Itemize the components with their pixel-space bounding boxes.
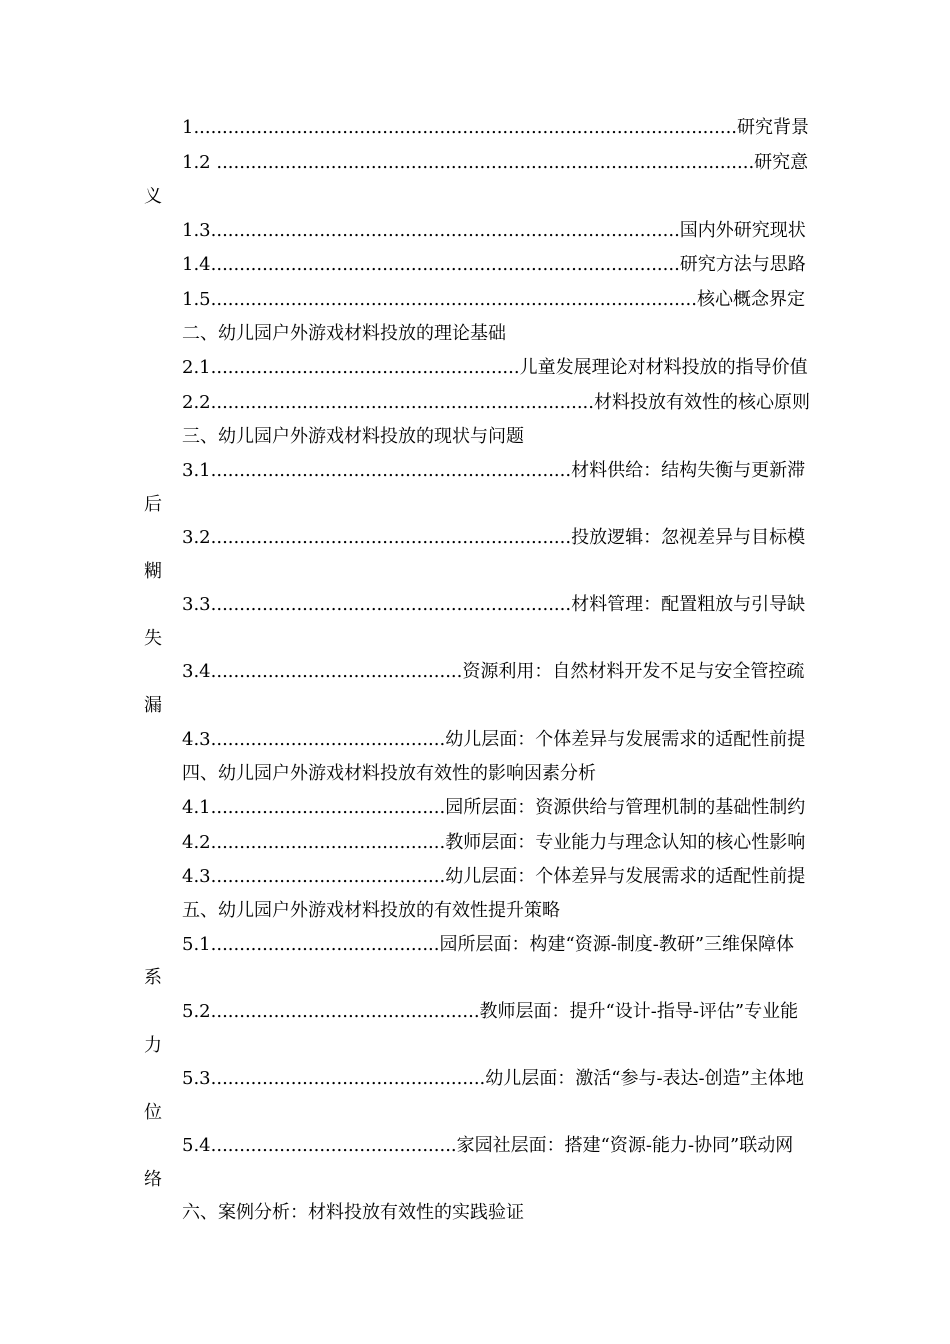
toc-heading-2: 二、幼儿园户外游戏材料投放的理论基础 [182, 323, 506, 344]
toc-entry-1-2: 1.2 ..............................................................................................研究意 [182, 152, 809, 173]
toc-entry-2-1: 2.1......................................................儿童发展理论对材料投放的指导价值 [182, 357, 808, 378]
toc-entry-4-3: 4.3.........................................幼儿层面：个体差异与发展需求的适配性前提 [182, 866, 806, 887]
toc-entry-3-3-wrap: 失 [144, 628, 162, 649]
toc-entry-1-1: 1...............................................................................................研究背景 [182, 117, 810, 138]
toc-entry-3-4: 3.4............................................资源利用：自然材料开发不足与安全管控疏 [182, 661, 805, 682]
toc-entry-3-1: 3.1...............................................................材料供给：结构失衡与更新滞 [182, 460, 806, 481]
toc-heading-5: 五、幼儿园户外游戏材料投放的有效性提升策略 [182, 900, 560, 921]
toc-entry-3-4-wrap: 漏 [144, 695, 162, 716]
toc-entry-3-1-wrap: 后 [144, 494, 162, 515]
toc-heading-6: 六、案例分析：材料投放有效性的实践验证 [182, 1202, 524, 1223]
toc-entry-5-4-wrap: 络 [144, 1169, 162, 1190]
toc-entry-5-1-wrap: 系 [144, 967, 162, 988]
toc-entry-5-3: 5.3................................................幼儿层面：激活“参与-表达-创造”主体地 [182, 1068, 804, 1089]
toc-heading-4: 四、幼儿园户外游戏材料投放有效性的影响因素分析 [182, 763, 596, 784]
toc-entry-3-2-wrap: 糊 [144, 561, 162, 582]
toc-entry-5-2-wrap: 力 [144, 1035, 162, 1056]
toc-entry-5-2: 5.2...............................................教师层面：提升“设计-指导-评估”专业能 [182, 1001, 799, 1022]
toc-entry-4-1: 4.1.........................................园所层面：资源供给与管理机制的基础性制约 [182, 797, 806, 818]
toc-entry-2-2: 2.2...................................................................材料投放有效性的核心原则 [182, 392, 810, 413]
toc-entry-1-4: 1.4..................................................................................研究方法与思路 [182, 254, 806, 275]
toc-entry-3-3: 3.3...............................................................材料管理：配置粗放与引导缺 [182, 594, 806, 615]
toc-entry-5-3-wrap: 位 [144, 1102, 162, 1123]
toc-entry-1-2-wrap: 义 [144, 186, 162, 207]
toc-entry-5-4: 5.4...........................................家园社层面：搭建“资源-能力-协同”联动网 [182, 1135, 794, 1156]
toc-entry-4-2: 4.2.........................................教师层面：专业能力与理念认知的核心性影响 [182, 832, 806, 853]
toc-entry-1-3: 1.3..................................................................................国内外研究现状 [182, 220, 806, 241]
toc-entry-1-5: 1.5.....................................................................................核心概念界定 [182, 289, 805, 310]
toc-heading-3: 三、幼儿园户外游戏材料投放的现状与问题 [182, 426, 524, 447]
toc-entry-3-2: 3.2...............................................................投放逻辑：忽视差异与目标模 [182, 527, 806, 548]
toc-entry-5-1: 5.1........................................园所层面：构建“资源-制度-教研”三维保障体 [182, 934, 795, 955]
toc-entry-4-3-extra: 4.3.........................................幼儿层面：个体差异与发展需求的适配性前提 [182, 729, 806, 750]
